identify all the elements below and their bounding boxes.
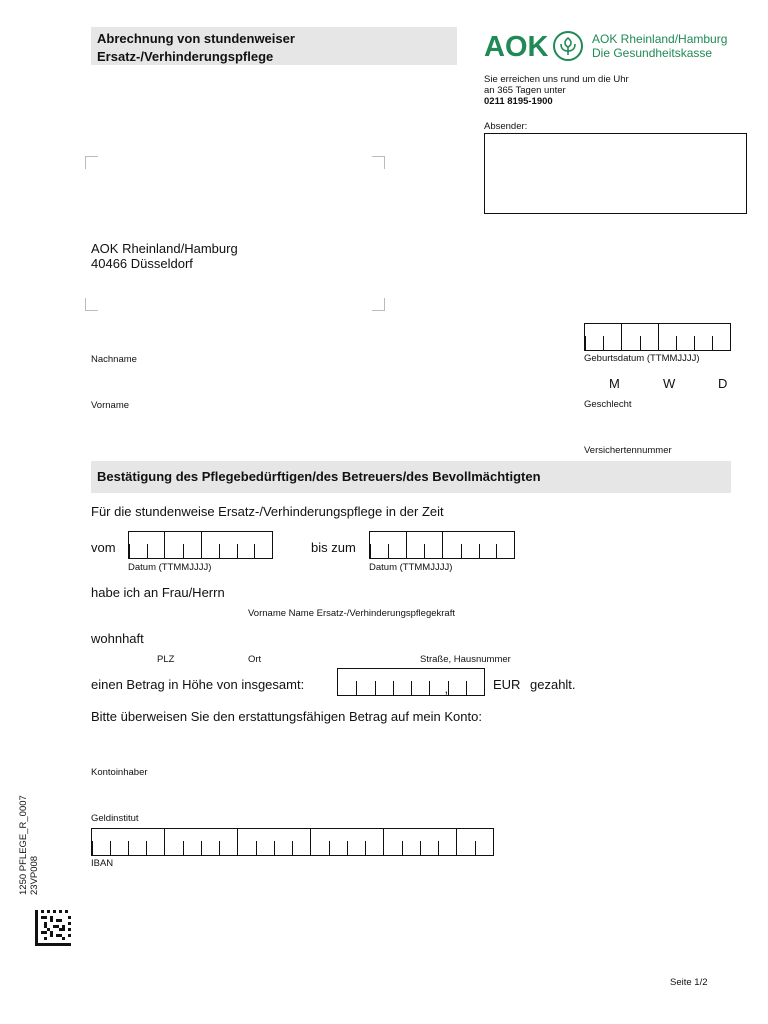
sender-label: Absender: [484, 121, 528, 132]
contact-line1: Sie erreichen uns rund um die Uhr [484, 74, 629, 85]
aok-logo: AOK [484, 31, 549, 63]
contact-line2: an 365 Tagen unter [484, 85, 566, 96]
window-corner-top-right [372, 156, 385, 169]
form-title-line1: Abrechnung von stundenweiser [97, 31, 295, 46]
address-line1: AOK Rheinland/Hamburg [91, 241, 238, 256]
logo-sub-line1: AOK Rheinland/Hamburg [592, 32, 728, 46]
kontoinhaber-label: Kontoinhaber [91, 767, 148, 778]
form-title-line2: Ersatz-/Verhinderungspflege [97, 49, 274, 64]
betrag-text: einen Betrag in Höhe von insgesamt: [91, 677, 305, 692]
contact-phone: 0211 8195-1900 [484, 96, 553, 107]
habe-ich-text: habe ich an Frau/Herrn [91, 585, 225, 600]
window-corner-bottom-right [372, 298, 385, 311]
aok-logo-subtitle [592, 32, 727, 60]
sender-field[interactable] [484, 133, 747, 214]
recipient-address [91, 241, 238, 271]
section-title: Bestätigung des Pflegebedürftigen/des Betreuers/des Bevollmächtigten [91, 461, 731, 493]
eur-label: EUR [493, 677, 521, 692]
form-code-line2: 23VP008 [29, 855, 40, 895]
contact-info [484, 74, 629, 107]
window-corner-bottom-left [85, 298, 98, 311]
caregiver-name-label: Vorname Name Ersatz-/Verhinderungspflegekraft [248, 608, 455, 619]
form-title [91, 27, 457, 65]
bis-date-input[interactable] [369, 531, 515, 559]
nachname-label: Nachname [91, 354, 137, 365]
logo-sub-line2: Die Gesundheitskasse [592, 46, 713, 60]
geschlecht-label: Geschlecht [584, 399, 632, 410]
datamatrix-code-icon [35, 910, 71, 946]
form-code-line1: 1250 PFLEGE_R_0007 [18, 795, 29, 895]
gender-m[interactable]: M [609, 376, 620, 391]
ort-label: Ort [248, 654, 262, 665]
aok-tree-icon [552, 30, 584, 62]
geburtsdatum-label: Geburtsdatum (TTMMJJJJ) [584, 353, 700, 364]
gezahlt-label: gezahlt. [530, 677, 576, 692]
vom-label: vom [91, 540, 116, 555]
bis-zum-label: bis zum [311, 540, 356, 555]
geldinstitut-label: Geldinstitut [91, 813, 139, 824]
window-corner-top-left [85, 156, 98, 169]
page-number: Seite 1/2 [670, 977, 708, 988]
address-line2: 40466 Düsseldorf [91, 256, 193, 271]
versichertennummer-label: Versichertennummer [584, 445, 672, 456]
gender-d[interactable]: D [718, 376, 728, 391]
vom-date-input[interactable] [128, 531, 273, 559]
iban-input[interactable] [91, 828, 494, 856]
form-code [18, 795, 40, 895]
plz-label: PLZ [157, 654, 175, 665]
birthdate-input[interactable] [584, 323, 731, 351]
gender-w[interactable]: W [663, 376, 676, 391]
vom-date-label: Datum (TTMMJJJJ) [128, 562, 212, 573]
bis-date-label: Datum (TTMMJJJJ) [369, 562, 453, 573]
ueberweisen-text: Bitte überweisen Sie den erstattungsfähigen Betrag auf mein Konto: [91, 709, 482, 724]
amount-input[interactable] [337, 668, 485, 696]
iban-label: IBAN [91, 858, 114, 869]
intro-text: Für die stundenweise Ersatz-/Verhinderungspflege in der Zeit [91, 504, 444, 519]
strasse-label: Straße, Hausnummer [420, 654, 511, 665]
vorname-label: Vorname [91, 400, 130, 411]
wohnhaft-text: wohnhaft [91, 631, 144, 646]
